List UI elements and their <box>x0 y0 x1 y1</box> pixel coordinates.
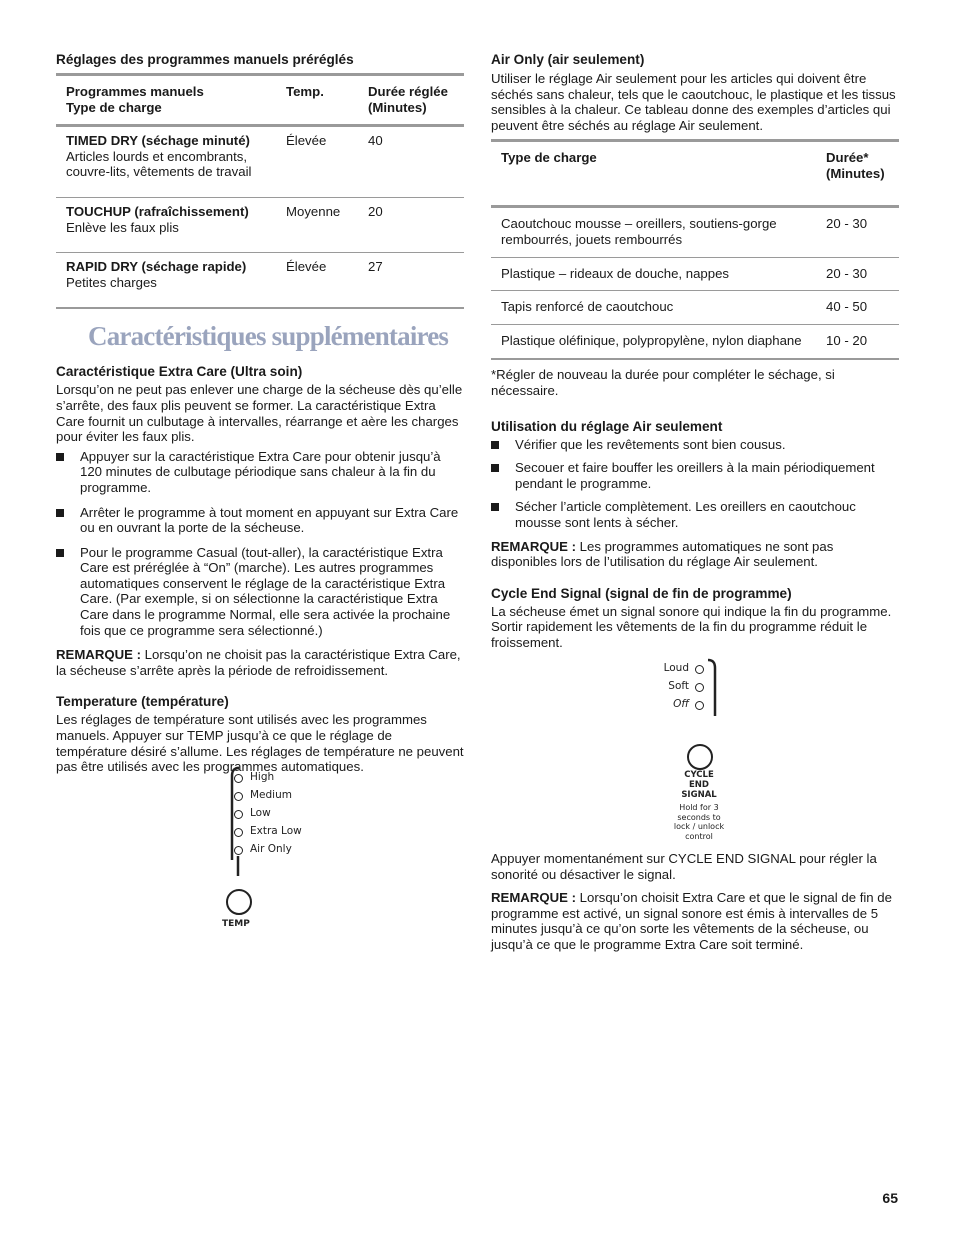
temp-option <box>234 841 302 859</box>
duration-cell: 10 - 20 <box>816 324 899 359</box>
signal-option <box>660 678 704 696</box>
program-duration: 40 <box>358 126 464 198</box>
presets-table <box>56 73 464 309</box>
program-desc: Enlève les faux plis <box>66 219 179 235</box>
cycle-end-note <box>491 890 899 952</box>
duration-cell: 20 - 30 <box>816 257 899 291</box>
signal-indicator-bracket-icon <box>702 658 722 730</box>
header-program-line2: Type de charge <box>66 99 162 115</box>
note-label: REMARQUE : <box>491 890 576 906</box>
cycle-end-text: La sécheuse émet un signal sonore qui indique la fin du programme. Sortir rapidement les vêtements de la fin du programme réduit le froissement. <box>491 603 892 650</box>
program-name: TOUCHUP (rafraîchissement) <box>66 203 249 219</box>
list-item <box>491 437 899 453</box>
hold-line: seconds to <box>677 812 721 822</box>
hold-line: Hold for 3 <box>679 803 719 812</box>
duration-cell: 40 - 50 <box>816 291 899 325</box>
air-only-footnote: *Régler de nouveau la durée pour compléter le séchage, si nécessaire. <box>491 367 835 398</box>
temp-option-label: Medium <box>250 789 292 802</box>
bullet-square-icon <box>491 441 499 449</box>
temp-option <box>234 787 302 805</box>
bullet-square-icon <box>56 549 64 557</box>
press-text: Appuyer momentanément sur CYCLE END SIGNAL pour régler la sonorité ou désactiver le signal. <box>491 851 877 882</box>
hold-line: lock / unlock <box>673 822 725 831</box>
bullet-text: Sécher l’article complètement. Les oreillers en caoutchouc mousse sont lents à sécher. <box>515 499 856 530</box>
cycle-end-heading: Cycle End Signal (signal de fin de programme) <box>491 585 792 601</box>
air-only-heading: Air Only (air seulement) <box>491 52 645 67</box>
bullet-text: Secouer et faire bouffer les oreillers à la main périodiquement pendant le programme. <box>515 460 875 491</box>
indicator-light-icon <box>234 828 243 837</box>
program-duration: 27 <box>358 253 464 309</box>
indicator-light-icon <box>234 774 243 783</box>
temp-button-label: TEMP <box>222 919 250 929</box>
signal-option-label: Loud <box>663 662 689 675</box>
note-label: REMARQUE : <box>491 538 576 554</box>
table-row <box>56 126 464 198</box>
list-item <box>491 460 899 491</box>
temp-button[interactable] <box>226 889 252 915</box>
cycle-end-signal-button[interactable] <box>687 744 713 770</box>
cycle-end-signal-figure <box>660 658 740 843</box>
temp-option <box>234 769 302 787</box>
table-row <box>491 207 899 257</box>
program-temp: Élevée <box>276 253 358 309</box>
table-header-row <box>56 75 464 126</box>
signal-option <box>660 696 704 714</box>
load-cell: Tapis renforcé de caoutchouc <box>491 291 816 325</box>
bullet-square-icon <box>491 503 499 511</box>
table-header-row <box>491 141 899 207</box>
bullet-square-icon <box>56 509 64 517</box>
indicator-light-icon <box>234 810 243 819</box>
load-cell: Plastique oléfinique, polypropylène, nylon diaphane <box>491 324 816 359</box>
cycle-end-signal-label <box>660 770 738 800</box>
extra-care-intro: Lorsqu’on ne peut pas enlever une charge de la sécheuse dès qu’elle s’arrête, des faux plis peuvent se former. La caractéristique Extra Care fournit un culbutage à intervalles, réarrange et aère les charges pour éviter les faux plis. <box>56 382 463 445</box>
temp-option-label: High <box>250 771 275 784</box>
temp-option <box>234 823 302 841</box>
header-duration-line2: (Minutes) <box>368 99 427 115</box>
hold-line: control <box>685 831 713 841</box>
note-text: Lorsqu’on choisit Extra Care et que le signal de fin de programme est activé, un signal sonore est émis à intervalles de 5 minutes jusqu’à ce qu’on sorte les vêtements de la sécheuse, ou jusqu’à ce que le programme Extra Care soit terminé. <box>491 890 892 952</box>
label-line: SIGNAL <box>681 790 717 800</box>
program-temp: Moyenne <box>276 197 358 252</box>
usage-note <box>491 539 899 570</box>
signal-option <box>660 660 704 678</box>
note-text: Lorsqu’on ne choisit pas la caractéristique Extra Care, la sécheuse s’arrête après la période de refroidissement. <box>56 647 461 678</box>
extra-care-note <box>56 647 464 678</box>
bullet-text: Pour le programme Casual (tout-aller), la caractéristique Extra Care est préréglée à “On” (marche). Les autres programmes automatiques conservent le réglage de la caractéristique Extra Care. (Par exemple, si on sélectionne la caractéristique Extra Care dans le programme Normal, elle sera activée la prochaine fois que ce programme sera sélectionné.) <box>80 544 451 638</box>
list-item <box>56 545 464 639</box>
table-row <box>56 197 464 252</box>
table-row <box>491 291 899 325</box>
left-column <box>56 52 464 775</box>
header-temp: Temp. <box>276 75 358 126</box>
table-row <box>491 324 899 359</box>
program-temp: Élevée <box>276 126 358 198</box>
usage-heading: Utilisation du réglage Air seulement <box>491 418 723 434</box>
load-cell: Plastique – rideaux de douche, nappes <box>491 257 816 291</box>
list-item <box>56 449 464 496</box>
list-item <box>56 505 464 536</box>
bullet-square-icon <box>491 464 499 472</box>
temperature-text: Les réglages de température sont utilisés avec les programmes manuels. Appuyer sur TEMP jusqu’à ce que le réglage de température désiré s’allume. Les réglages de température ne peuvent pas être utilisés avec les programmes automatiques. <box>56 712 464 775</box>
bullet-text: Vérifier que les revêtements sont bien cousus. <box>515 436 786 452</box>
list-item <box>491 499 899 530</box>
note-text: Les programmes automatiques ne sont pas disponibles lors de l’utilisation du réglage Air seulement. <box>491 538 834 570</box>
extra-care-heading: Caractéristique Extra Care (Ultra soin) <box>56 364 303 380</box>
presets-title: Réglages des programmes manuels préréglés <box>56 52 354 67</box>
temp-option <box>234 805 302 823</box>
header-duration-line2: (Minutes) <box>826 165 885 181</box>
air-only-text: Utiliser le réglage Air seulement pour les articles qui doivent être séchés sans chaleur, tels que le caoutchouc, le plastique et les tissus sensibles à la chaleur. Ce tableau donne des exemples d’articles qui peuvent être séchés au réglage Air seulement. <box>491 71 896 133</box>
duration-cell: 20 - 30 <box>816 207 899 257</box>
temp-option-label: Low <box>250 807 271 820</box>
temp-option-label: Extra Low <box>250 825 302 838</box>
section-title: Caractéristiques supplémentaires <box>88 321 449 352</box>
temp-option-label: Air Only <box>250 843 292 856</box>
hold-instruction <box>660 803 738 841</box>
table-row <box>56 253 464 309</box>
page-number: 65 <box>882 1190 898 1206</box>
program-name: RAPID DRY (séchage rapide) <box>66 259 247 275</box>
label-line: END <box>689 780 709 790</box>
right-column <box>491 52 899 650</box>
load-cell: Caoutchouc mousse – oreillers, soutiens-gorge rembourrés, jouets rembourrés <box>491 207 816 257</box>
program-duration: 20 <box>358 197 464 252</box>
temperature-heading: Temperature (température) <box>56 694 229 710</box>
header-load: Type de charge <box>491 141 816 207</box>
extra-care-bullets <box>56 449 464 639</box>
header-program-line1: Programmes manuels <box>66 84 204 99</box>
air-only-table <box>491 139 899 360</box>
label-line: CYCLE <box>684 770 714 780</box>
cycle-end-lower-text <box>491 851 899 953</box>
bullet-text: Arrêter le programme à tout moment en appuyant sur Extra Care ou en ouvrant la porte de la sécheuse. <box>80 504 459 536</box>
table-row <box>491 257 899 291</box>
bullet-square-icon <box>56 453 64 461</box>
program-desc: Articles lourds et encombrants, couvre-lits, vêtements de travail <box>66 148 252 180</box>
program-name: TIMED DRY (séchage minuté) <box>66 133 250 149</box>
signal-option-label: Off <box>673 698 689 711</box>
indicator-light-icon <box>234 846 243 855</box>
header-duration-line1: Durée réglée <box>368 84 448 99</box>
usage-bullets <box>491 437 899 531</box>
temp-control-figure <box>222 764 342 934</box>
program-desc: Petites charges <box>66 274 157 290</box>
indicator-light-icon <box>234 792 243 801</box>
signal-option-label: Soft <box>668 680 689 693</box>
header-duration-line1: Durée* <box>826 150 869 166</box>
bullet-text: Appuyer sur la caractéristique Extra Care pour obtenir jusqu’à 120 minutes de culbutage périodique sans chaleur à la fin du programme. <box>80 448 441 495</box>
note-label: REMARQUE : <box>56 647 141 663</box>
